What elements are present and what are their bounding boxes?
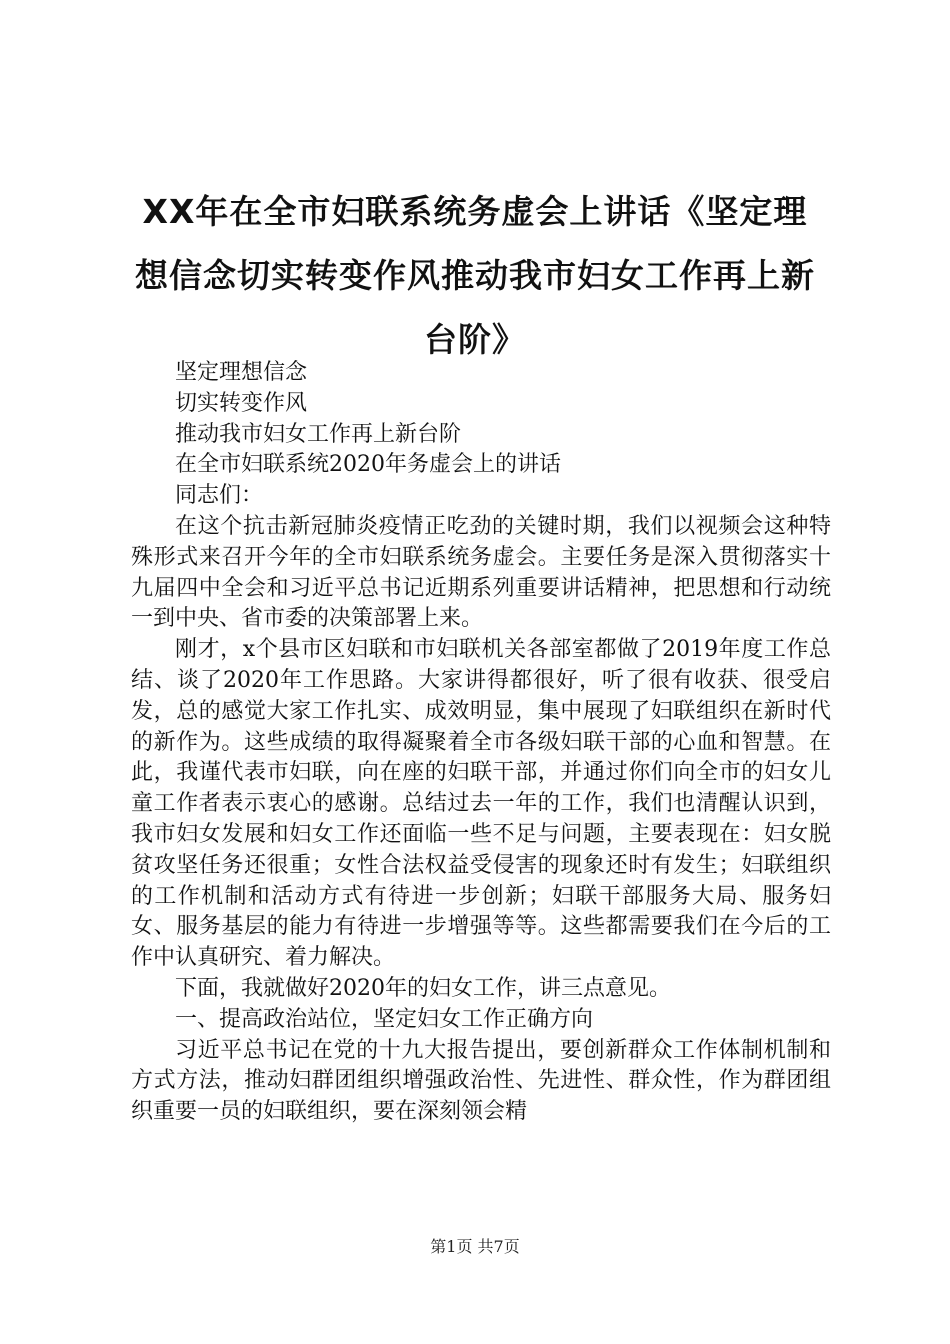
subtitle-line: 推动我市妇女工作再上新台阶: [175, 421, 462, 447]
title-line: XX年在全市妇联系统务虚会上讲话《坚定理: [142, 192, 808, 231]
salutation: 同志们：: [175, 483, 264, 509]
body-paragraph: 刚才，x个县市区妇联和市妇联机关各部室都做了2019年度工作总结、谈了2020年工作思路。大家讲得都很好，听了很有收获、很受启发，总的感觉大家工作扎实、成效明显，集中展现了妇联组织在新时代的新作为。这些成绩的取得凝聚着全市各级妇联干部的心血和智慧。在此，我谨代表市妇联，向在座的妇联干部，并通过你们向全市的妇女儿童工作者表示衷心的感谢。总结过去一年的工作，我们也清醒认识到，我市妇女发展和妇女工作还面临一些不足与问题，主要表现在：妇女脱贫攻坚任务还很重；女性合法权益受侵害的现象还时有发生；妇联组织的工作机制和活动方式有待进一步创新；妇联干部服务大局、服务妇女、服务基层的能力有待进一步增强等等。这些都需要我们在今后的工作中认真研究、着力解决。: [131, 637, 831, 971]
subtitle-line: 切实转变作风: [175, 390, 308, 416]
title-line: 台阶》: [424, 320, 526, 359]
body-paragraph: 下面，我就做好2020年的妇女工作，讲三点意见。: [175, 975, 671, 1001]
document-title: [120, 180, 830, 372]
body-paragraph: 习近平总书记在党的十九大报告提出，要创新群众工作体制机制和方式方法，推动妇群团组织增强政治性、先进性、群众性，作为群团组织重要一员的妇联组织，要在深刻领会精: [131, 1037, 831, 1125]
page-footer: 第1页 共7页: [430, 1237, 520, 1256]
subtitle-line: 在全市妇联系统2020年务虚会上的讲话: [175, 452, 561, 478]
section-heading: 一、提高政治站位，坚定妇女工作正确方向: [175, 1006, 594, 1032]
title-line: 想信念切实转变作风推动我市妇女工作再上新: [135, 256, 815, 295]
subtitle-line: 坚定理想信念: [175, 360, 308, 385]
body-paragraph: 在这个抗击新冠肺炎疫情正吃劲的关键时期，我们以视频会这种特殊形式来召开今年的全市妇联系统务虚会。主要任务是深入贯彻落实十九届四中全会和习近平总书记近期系列重要讲话精神，把思想和行动统一到中央、省市委的决策部署上来。: [131, 513, 831, 632]
document-body: [131, 358, 831, 1128]
